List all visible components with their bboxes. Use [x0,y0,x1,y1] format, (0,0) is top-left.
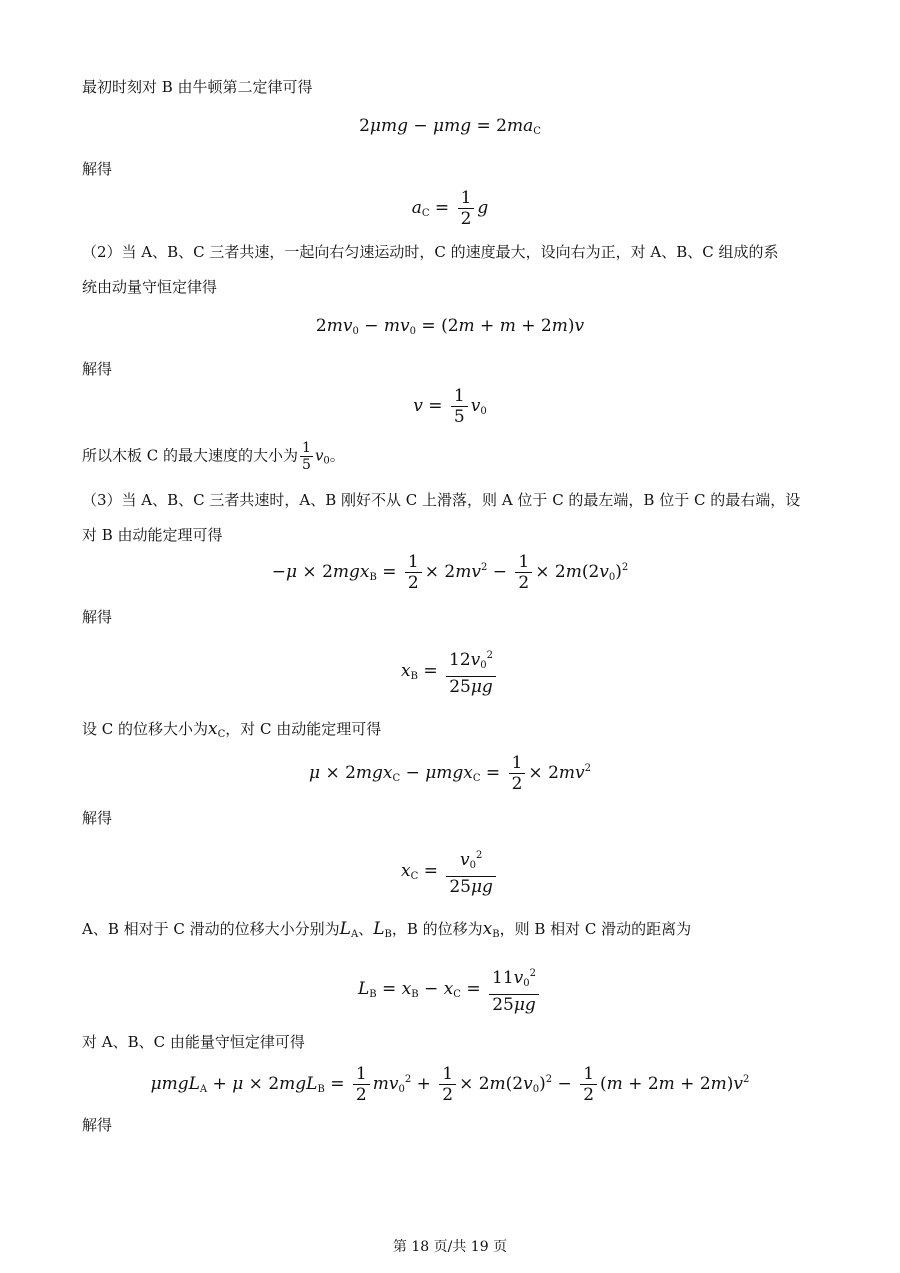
text-line: （2）当 A、B、C 三者共速，一起向右匀速运动时，C 的速度最大，设向右为正，对 A、B、C 组成的系 [82,243,779,261]
equation-momentum: $2mv_0 - mv_0 = (2m + m + 2m)v$ [315,316,585,337]
text-segment: ，对 C 由动能定理可得 [225,720,382,738]
text-segment: 。 [329,446,345,465]
text-line: 解得 [82,809,113,827]
text-line-relative: A、B 相对于 C 滑动的位移大小分别为$L_A$、$L_B$，B 的位移为$x_B$，则 B 相对 C 滑动的距离为 [82,919,692,940]
equation-work-energy-c: μ × 2mgx$_C$ − μmgx$_C$ = $\frac{1}{2}$ × $2mv^2$ [308,753,591,794]
text-segment: A、B 相对于 C 滑动的位移大小分别为 [82,920,340,938]
text-segment: ，则 B 相对 C 滑动的距离为 [499,920,692,938]
text-line: 解得 [82,608,113,626]
text-line: （3）当 A、B、C 三者共速时，A、B 刚好不从 C 上滑落，则 A 位于 C 的最左端，B 位于 C 的最右端，设 [82,491,801,509]
text-line: 对 B 由动能定理可得 [82,526,223,544]
text-line: 统由动量守恒定律得 [82,278,218,296]
equation-work-energy-b: −μ × 2mgx$_B$ = $\frac{1}{2}$ × $2mv^2$ − $\frac{1}{2}$ × $2m(2v_0)^2$ [271,552,629,593]
text-segment: 设 C 的位移大小为 [82,720,209,738]
text-line: 对 A、B、C 由能量守恒定律可得 [82,1033,305,1051]
equation-newton-b: $2\mu mg - \mu mg = 2ma_C$ [359,116,541,137]
text-line: 解得 [82,360,113,378]
text-line-max-speed: 所以木板 C 的最大速度的大小为 $\frac{1}{5}$ $v_0$。 [82,440,345,473]
equation-xb: $x_B$ = $\frac{12v_0^2}{25\mu g}$ [0,646,900,697]
equation-xc: $x_C$ = $\frac{v_0^2}{25\mu g}$ [0,846,900,897]
equation-ac: $a_C$ = $\frac{1}{2}$ g [411,188,489,229]
text-line: 解得 [82,160,113,178]
text-segment: 所以木板 C 的最大速度的大小为 [82,446,299,465]
equation-energy-conservation: μmgL$_A$ + μ × 2mgL$_B$ = $\frac{1}{2}$ $mv_0^2$ + $\frac{1}{2}$ × $2m(2v_0)^2$ − $\frac{1}{2}$ $(m + 2m + 2m)v^2$ [150,1064,750,1105]
equation-v: v = $\frac{1}{5}$ $v_0$ [413,386,487,427]
text-segment: 、 [358,920,374,938]
text-segment: ，B 的位移为 [391,920,483,938]
text-line: 解得 [82,1116,113,1134]
equation-lb: $L_B = x_B - x_C$ = $\frac{11v_0^2}{25\mu g}$ [0,964,900,1015]
text-line-xc-intro: 设 C 的位移大小为$x_C$，对 C 由动能定理可得 [82,719,382,740]
text-line: 最初时刻对 B 由牛顿第二定律可得 [82,78,313,96]
page-footer: 第 18 页/共 19 页 [392,1239,508,1255]
